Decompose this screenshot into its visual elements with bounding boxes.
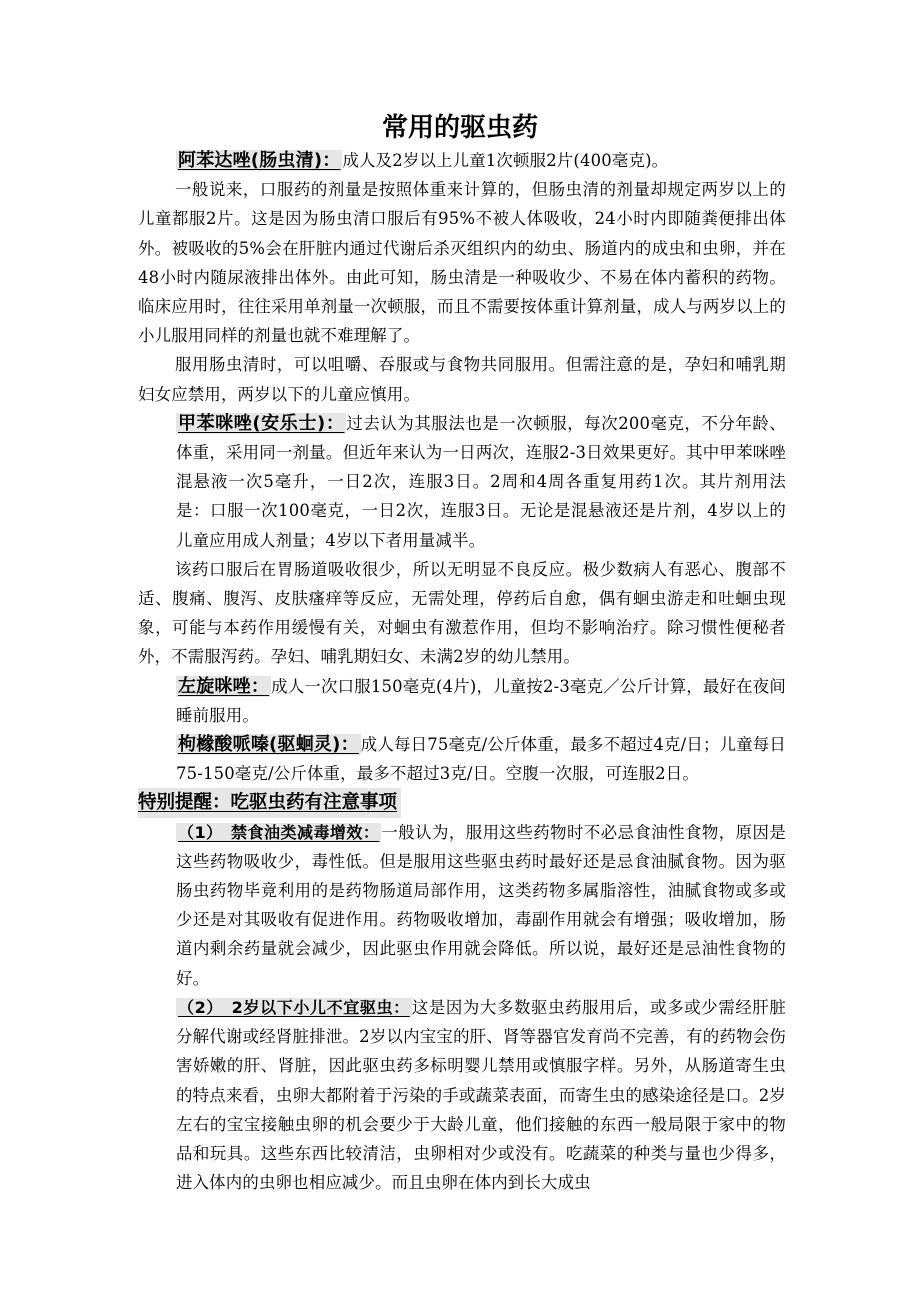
page-title: 常用的驱虫药	[381, 113, 538, 143]
drug-name: 阿苯达唑(肠虫清)：	[178, 150, 341, 171]
drug-entry	[138, 409, 786, 555]
drug-name: 枸橼酸哌嗪(驱蛔灵)：	[178, 734, 359, 756]
drug-paragraph: 服用肠虫清时，可以咀嚼、吞服或与食物共同服用。但需注意的是，孕妇和哺乳期妇女应禁用，两岁以下的儿童应慎用。	[138, 355, 786, 404]
drug-dosage-text: 成人每日75毫克/公斤体重，最多不超过4克/日；儿童每日75-150毫克/公斤体重，最多不超过3克/日。空腹一次服，可连服2日。	[176, 735, 786, 784]
reminder-heading: 特别提醒：吃驱虫药有注意事项	[138, 788, 401, 817]
drug-dosage-text: 成人一次口服150毫克(4片)，儿童按2-3毫克／公斤计算，最好在夜间睡前服用。	[176, 676, 786, 725]
tip-heading: （2） 2岁以下小儿不宜驱虫：	[178, 997, 410, 1017]
tip-entry	[138, 818, 786, 993]
drug-entry	[138, 730, 786, 788]
drug-entry	[138, 672, 786, 730]
tip-body: 这是因为大多数驱虫药服用后，或多或少需经肝脏分解代谢或经肾脏排泄。2岁以内宝宝的肝、肾等器官发育尚不完善，有的药物会伤害娇嫩的肝、肾脏，因此驱虫药多标明婴儿禁用或慎服字样。另外，从肠道寄生虫的特点来看，虫卵大都附着于污染的手或蔬菜表面，而寄生虫的感染途径是口。2岁左右的宝宝接触虫卵的机会要少于大龄儿童，他们接触的东西一般局限于家中的物品和玩具。这些东西比较清洁，虫卵相对少或没有。吃蔬菜的种类与量也少得多，进入体内的虫卵也相应减少。而且虫卵在体内到长大成虫	[176, 997, 786, 1193]
drug-dosage-text: 过去认为其服法也是一次顿服，每次200毫克，不分年龄、体重，采用同一剂量。但近年来认为一日两次，连服2-3日效果更好。其中甲苯咪唑混悬液一次5毫升，一日2次，连服3日。2周和4周各重复用药1次。其片剂用法是：口服一次100毫克，一日2次，连服3日。无论是混悬液还是片剂，4岁以上的儿童应用成人剂量；4岁以下者用量减半。	[176, 413, 786, 550]
document-body	[138, 146, 786, 1197]
tip-heading: （1） 禁食油类减毒增效：	[178, 822, 380, 842]
drug-entry	[138, 146, 786, 175]
tip-body: 一般认为，服用这些药物时不必忌食油性食物，原因是这些药物吸收少，毒性低。但是服用这些驱虫药时最好还是忌食油腻食物。因为驱肠虫药物毕竟利用的是药物肠道局部作用，这类药物多属脂溶性，油腻食物或多或少还是对其吸收有促进作用。药物吸收增加，毒副作用就会有增强；吸收增加，肠道内剩余药量就会减少，因此驱虫作用就会降低。所以说，最好还是忌油性食物的好。	[176, 822, 786, 988]
drug-dosage-text: 成人及2岁以上儿童1次顿服2片(400毫克)。	[342, 151, 669, 170]
drug-name: 甲苯咪唑(安乐士)：	[178, 412, 345, 434]
drug-paragraph: 一般说来，口服药的剂量是按照体重来计算的，但肠虫清的剂量却规定两岁以上的儿童都服2片。这是因为肠虫清口服后有95%不被人体吸收，24小时内即随粪便排出体外。被吸收的5%会在肝脏内通过代谢后杀灭组织内的幼虫、肠道内的成虫和虫卵，并在48小时内随尿液排出体外。由此可知，肠虫清是一种吸收少、不易在体内蓄积的药物。临床应用时，往往采用单剂量一次顿服，而且不需要按体重计算剂量，成人与两岁以上的小儿服用同样的剂量也就不难理解了。	[138, 180, 786, 346]
tip-entry	[138, 993, 786, 1197]
drug-paragraph: 该药口服后在胃肠道吸收很少，所以无明显不良反应。极少数病人有恶心、腹部不适、腹痛、腹泻、皮肤瘙痒等反应，无需处理，停药后自愈，偶有蛔虫游走和吐蛔虫现象，可能与本药作用缓慢有关，对蛔虫有激惹作用，但均不影响治疗。除习惯性便秘者外，不需服泻药。孕妇、哺乳期妇女、未满2岁的幼儿禁用。	[138, 559, 786, 667]
drug-name: 左旋咪唑：	[178, 675, 270, 697]
